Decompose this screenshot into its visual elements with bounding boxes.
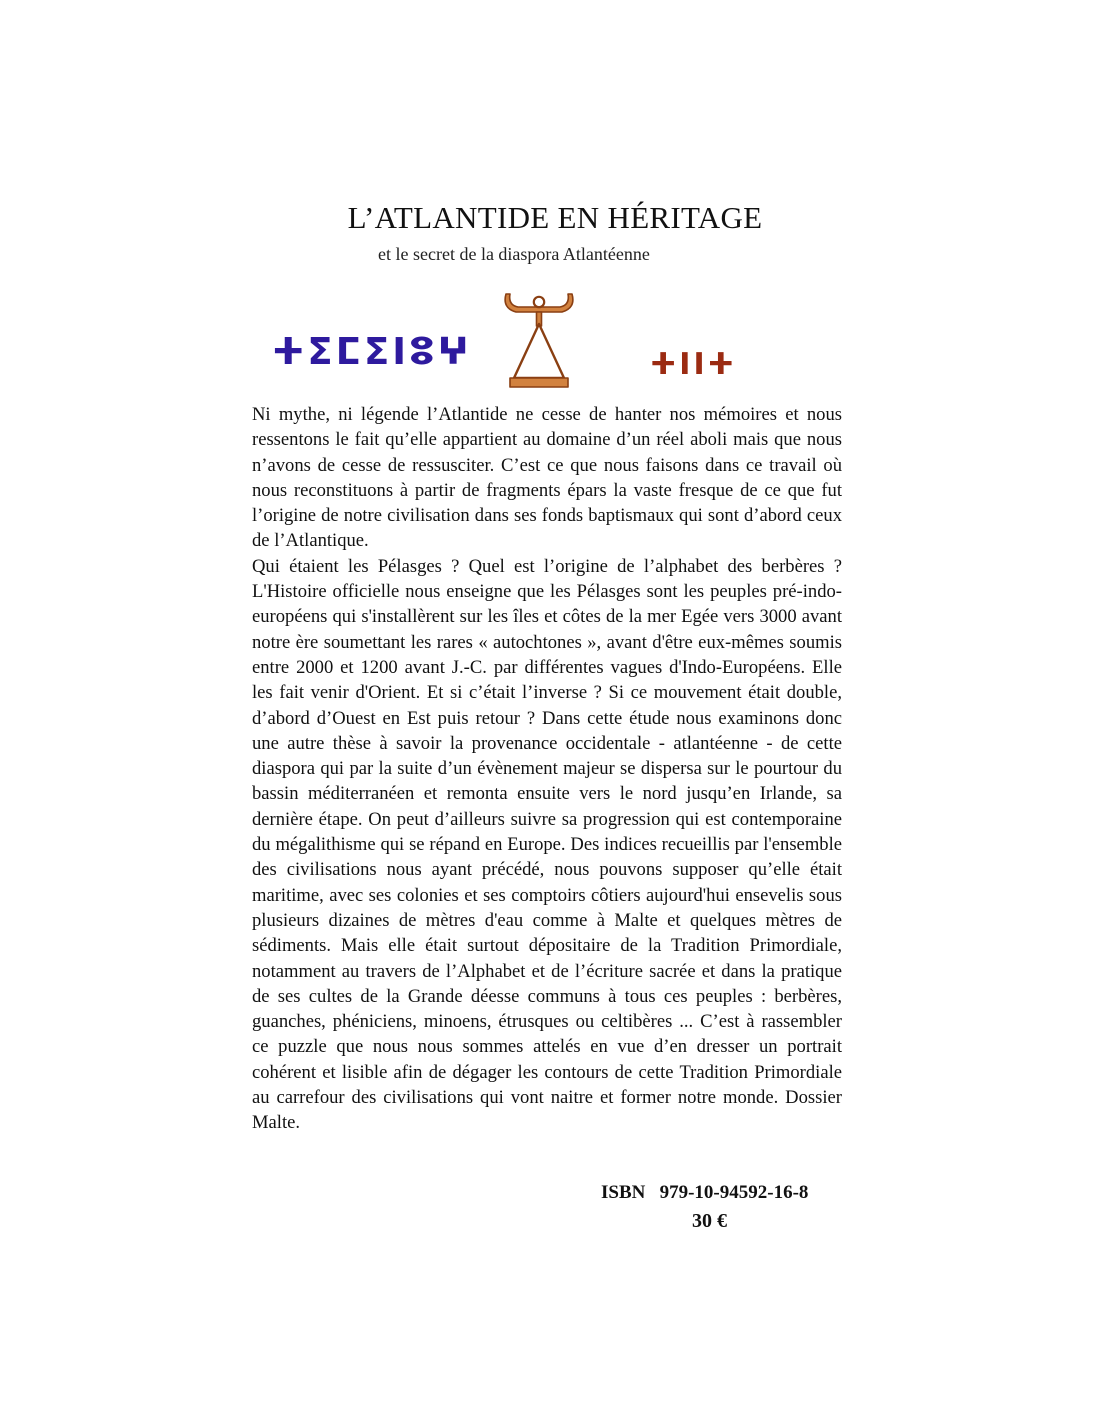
book-title: L’ATLANTIDE EN HÉRITAGE	[347, 200, 763, 235]
back-cover-text	[252, 402, 842, 1136]
paragraph-intro: Ni mythe, ni légende l’Atlantide ne cesse de hanter nos mémoires et nous ressentons le fait qu’elle appartient au domaine d’un réel aboli mais que nous n’avons de cesse de ressusciter. C’est ce que nous faisons dans ce travail où nous reconstituons à partir de fragments épars la vaste fresque de ce que fut l’origine de notre civilisation dans ses fonds baptismaux qui sont d’abord ceux de l’Atlantique.	[252, 404, 842, 552]
tifinagh-inscription-left: ⵜⵉⵎⵉⵏⵓⵖ	[272, 330, 472, 373]
tifinagh-inscription-right: ⵜⵏⵏⵜ	[650, 347, 737, 382]
book-subtitle: et le secret de la diaspora Atlantéenne	[378, 244, 650, 264]
paragraph-main: Qui étaient les Pélasges ? Quel est l’origine de l’alphabet des berbères ? L'Histoire officielle nous enseigne que les Pélasges sont les peuples pré-indo-européens qui s'installèrent sur les îles et côtes de la mer Egée vers 3000 avant notre ère soumettant les rares « autochtones », avant d'être eux-mêmes soumis entre 2000 et 1200 avant J.-C. par différentes vagues d'Indo-Européens. Elle les fait venir d'Orient. Et si c’était l’inverse ? Si ce mouvement était double, d’abord d’Ouest en Est puis retour ? Dans cette étude nous examinons donc une autre thèse à savoir la provenance occidentale - atlantéenne - de cette diaspora qui par la suite d’un évènement majeur se dispersa sur le pourtour du bassin méditerranéen et remonta ensuite vers le nord jusqu’en Irlande, sa dernière étape. On peut d’ailleurs suivre sa progression qui est contemporaine du mégalithisme qui se répand en Europe. Des indices recueillis par l'ensemble des civilisations nous ayant précédé, nous pouvons supposer qu’elle était maritime, avec ses colonies et ses comptoirs côtiers aujourd'hui ensevelis sous plusieurs dizaines de mètres d'eau comme à Malte et quelques mètres de sédiments. Mais elle était surtout dépositaire de la Tradition Primordiale, notamment au travers de l’Alphabet et de l’écriture sacrée et dans la pratique de ses cultes de la Grande déesse communs à tous ces peuples : berbères, guanches, phéniciens, minoens, étrusques ou celtibères ... C’est à rassembler ce puzzle que nous nous sommes attelés en vue d’en dresser un portrait cohérent et lisible afin de dégager les contours de cette Tradition Primordiale au carrefour des civilisations qui vont naitre et former notre monde. Dossier Malte.	[252, 555, 842, 1134]
isbn-number: ISBN 979-10-94592-16-8	[601, 1182, 809, 1203]
tanit-symbol-icon	[500, 292, 578, 392]
price: 30 €	[692, 1210, 727, 1232]
